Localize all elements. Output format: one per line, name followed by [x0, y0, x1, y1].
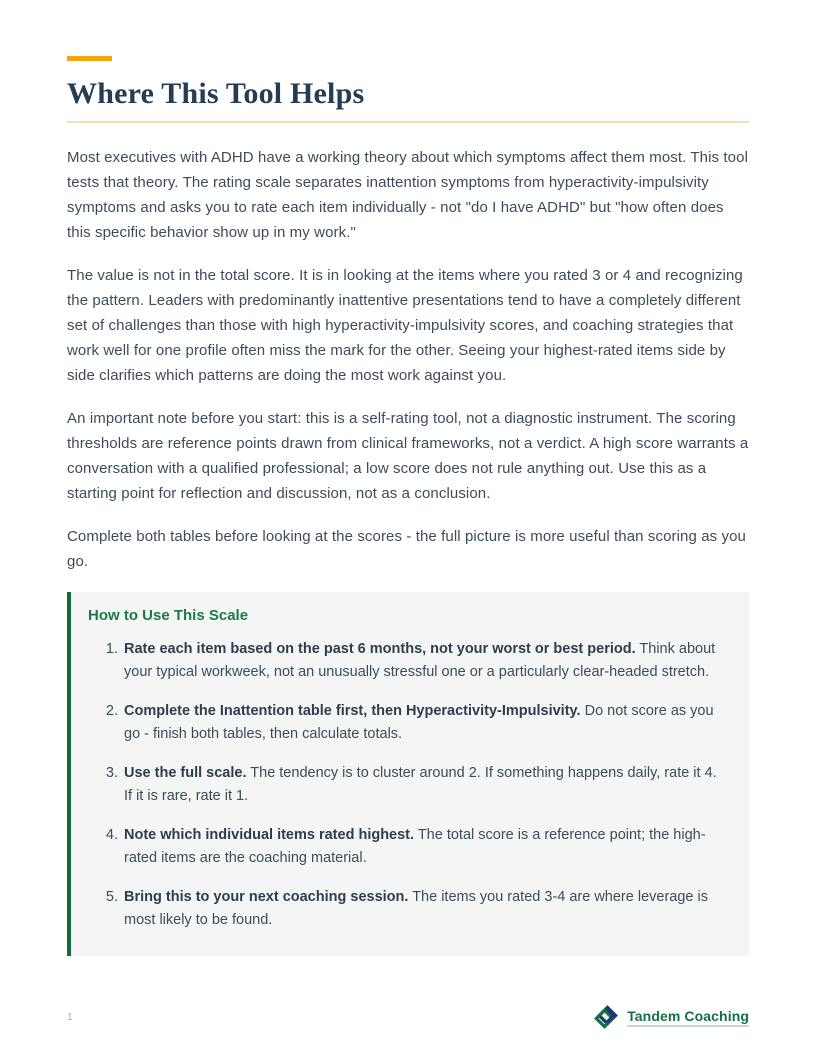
- paragraph-complete: Complete both tables before looking at the scores - the full picture is more useful than scoring as you go.: [67, 528, 746, 570]
- how-to-use-callout: [67, 592, 749, 956]
- list-item-rest: The tendency is to cluster around 2. If something happens daily, rate it 4. If it is rare, rate it 1.: [124, 765, 717, 804]
- list-item-number: 5.: [105, 889, 118, 905]
- list-item-number: 1.: [105, 641, 118, 657]
- list-item-rest: Think about your typical workweek, not an unusually stressful one or a particularly clear-headed stretch.: [124, 641, 716, 680]
- accent-kicker-bar: [67, 56, 112, 61]
- page-number: 1: [67, 1011, 73, 1023]
- list-item: [99, 762, 727, 808]
- page-content: [67, 0, 749, 956]
- body-copy: [67, 145, 749, 574]
- list-item-lead: Use the full scale.: [124, 765, 247, 781]
- title-underline-rule: [67, 121, 749, 123]
- tandem-diamond-icon: [593, 1004, 619, 1030]
- list-item-rest: The total score is a reference point; the high-rated items are the coaching material.: [124, 827, 706, 866]
- list-item-rest: The items you rated 3-4 are where leverage is most likely to be found.: [124, 889, 708, 928]
- list-item: [99, 886, 727, 932]
- brand-name: Tandem Coaching: [627, 1008, 749, 1027]
- list-item: [99, 700, 727, 746]
- list-item-lead: Note which individual items rated highest.: [124, 827, 415, 843]
- paragraph-intro: Most executives with ADHD have a working theory about which symptoms affect them most. This tool tests that theory. The rating scale separates inattention symptoms from hyperactivity-impulsivity symptoms and asks you to rate each item individually - not "do I have ADHD" but "how often does this specific behavior show up in my work.": [67, 149, 748, 241]
- page-title: Where This Tool Helps: [67, 77, 365, 110]
- list-item-lead: Bring this to your next coaching session.: [124, 889, 409, 905]
- list-item: [99, 824, 727, 870]
- list-item-rest: Do not score as you go - finish both tables, then calculate totals.: [124, 703, 714, 742]
- paragraph-value: The value is not in the total score. It is in looking at the items where you rated 3 or 4 and recognizing the pattern. Leaders with predominantly inattentive presentations tend to have a completely different set of challenges than those with high hyperactivity-impulsivity scores, and coaching strategies that work well for one profile often miss the mark for the other. Seeing your highest-rated items side by side clarifies which patterns are doing the most work against you.: [67, 267, 743, 384]
- list-item: [99, 638, 727, 684]
- callout-title: How to Use This Scale: [88, 607, 249, 624]
- brand-logo: [593, 1004, 749, 1030]
- page-footer: [67, 1002, 749, 1032]
- paragraph-note: An important note before you start: this is a self-rating tool, not a diagnostic instrument. The scoring thresholds are reference points drawn from clinical frameworks, not a verdict. A high score warrants a conversation with a qualified professional; a low score does not rule anything out. Use this as a starting point for reflection and discussion, not as a conclusion.: [67, 410, 749, 502]
- list-item-lead: Complete the Inattention table first, then Hyperactivity-Impulsivity.: [124, 703, 581, 719]
- list-item-number: 2.: [105, 703, 118, 719]
- instruction-list: [88, 638, 727, 932]
- list-item-number: 4.: [105, 827, 118, 843]
- list-item-lead: Rate each item based on the past 6 months, not your worst or best period.: [124, 641, 636, 657]
- list-item-number: 3.: [105, 765, 118, 781]
